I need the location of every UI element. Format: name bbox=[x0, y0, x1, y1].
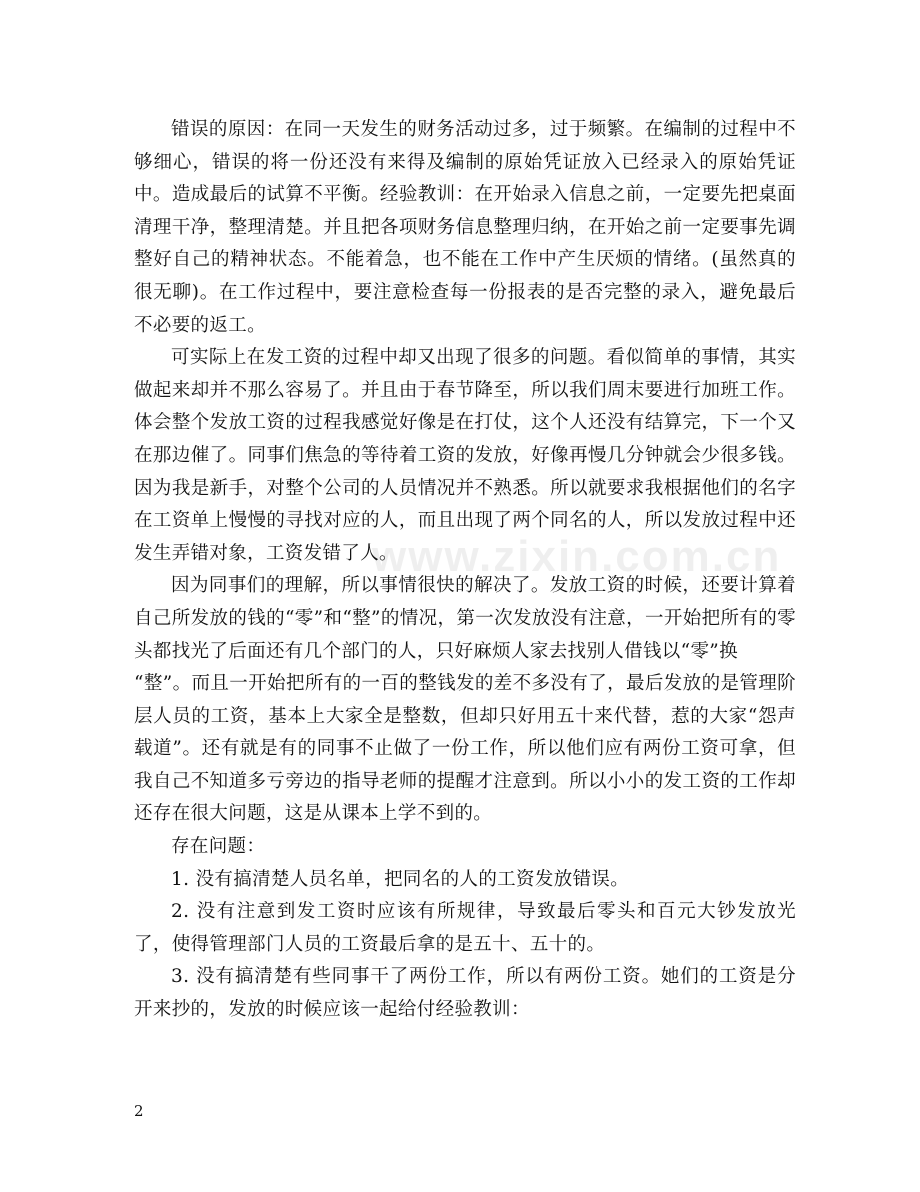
issue-item-3: 3. 没有搞清楚有些同事干了两份工作，所以有两份工资。她们的工资是分开来抄的，发放的时候应该一起给付经验教训： bbox=[134, 966, 796, 1021]
watermark: www.zixin.com.cn bbox=[372, 532, 782, 581]
paragraph-change-money: 因为同事们的理解，所以事情很快的解决了。发放工资的时候，还要计算着自己所发放的钱的“零”和“整”的情况，第一次发放没有注意，一开始把所有的零头都找光了后面还有几个部门的人，只好麻烦人家去找别人借钱以“零”换 “整”。而且一开始把所有的一百的整钱发的差不多没有了，最后发放的是管理阶层人员的工资，基本上大家全是整数，但却只好用五十来代替，惹的大家“怨声载道”。还有就是有的同事不止做了一份工作，所以他们应有两份工资可拿，但我自己不知道多亏旁边的指导老师的提醒才注意到。所以小小的发工资的工作却还存在很大问题，这是从课本上学不到的。 bbox=[134, 575, 796, 825]
issues-heading: 存在问题： bbox=[171, 836, 266, 858]
paragraph-payroll-problems: 可实际上在发工资的过程中却又出现了很多的问题。看似简单的事情，其实做起来却并不那么容易了。并且由于春节降至，所以我们周末要进行加班工作。体会整个发放工资的过程我感觉好像是在打仗，这个人还没有结算完，下一个又在那边催了。同事们焦急的等待着工资的发放，好像再慢几分钟就会少很多钱。因为我是新手，对整个公司的人员情况并不熟悉。所以就要求我根据他们的名字在工资单上慢慢的寻找对应的人，而且出现了两个同名的人，所以发放过程中还发生弄错对象，工资发错了人。 bbox=[134, 347, 796, 564]
issue-item-1: 1. 没有搞清楚人员名单，把同名的人的工资发放错误。 bbox=[171, 868, 630, 890]
page-number: 2 bbox=[134, 1102, 144, 1120]
paragraph-error-cause: 错误的原因：在同一天发生的财务活动过多，过于频繁。在编制的过程中不够细心，错误的将一份还没有来得及编制的原始凭证放入已经录入的原始凭证中。造成最后的试算不平衡。经验教训：在开始录入信息之前，一定要先把桌面清理干净，整理清楚。并且把各项财务信息整理归纳，在开始之前一定要事先调整好自己的精神状态。不能着急，也不能在工作中产生厌烦的情绪。(虽然真的很无聊)。在工作过程中，要注意检查每一份报表的是否完整的录入，避免最后不必要的返工。 bbox=[134, 119, 796, 336]
document-body bbox=[134, 114, 796, 1027]
issue-item-2: 2. 没有注意到发工资时应该有所规律，导致最后零头和百元大钞发放光了，使得管理部门人员的工资最后拿的是五十、五十的。 bbox=[134, 901, 796, 955]
